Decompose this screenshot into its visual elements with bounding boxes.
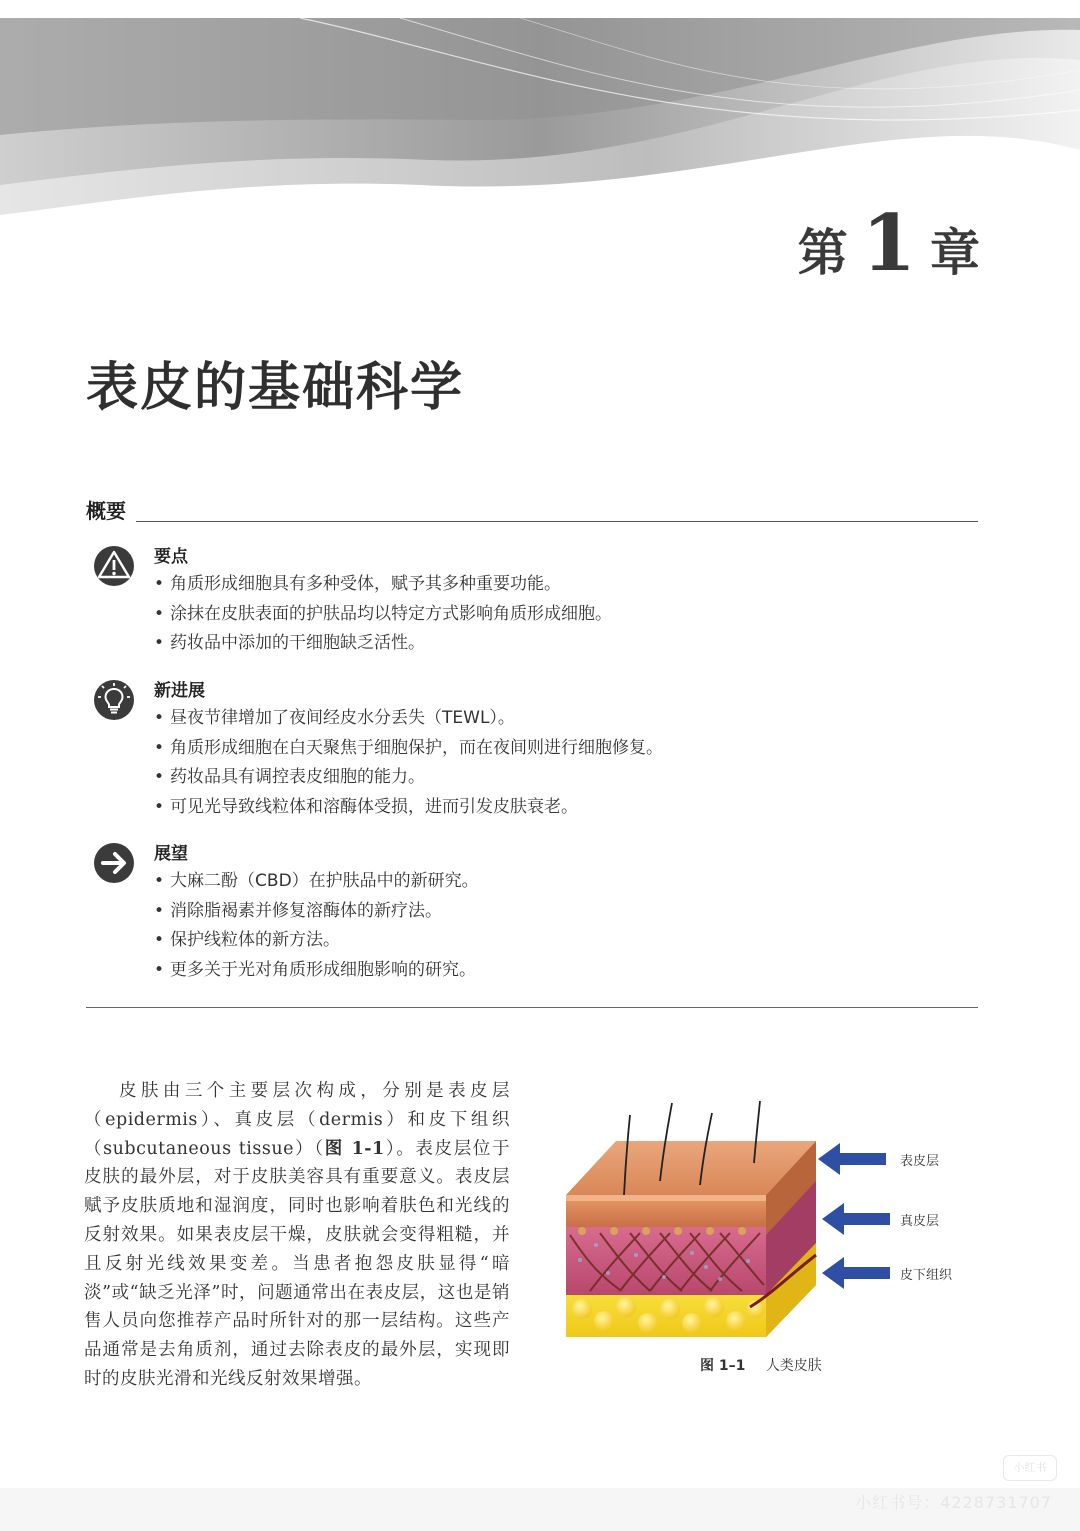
list-item: • 角质形成细胞具有多种受体，赋予其多种重要功能。 [154,570,612,600]
warning-icon [92,544,136,588]
section-title: 新进展 [154,681,205,701]
lightbulb-icon [92,678,136,722]
body-text-part: 皮肤由三个主要层次构成，分别是表皮层（epidermis）、真皮层（dermis）和皮下组织（subcutaneous tissue）（ [84,1081,510,1159]
watermark-logo: 小红书 [1003,1455,1057,1481]
summary-rule [136,521,978,522]
chapter-num: 1 [861,198,916,289]
summary-heading: 概要 [86,499,126,523]
list-item: • 大麻二酚（CBD）在护肤品中的新研究。 [154,867,479,897]
section-title: 要点 [154,547,188,567]
label-subcutaneous: 皮下组织 [900,1268,953,1283]
chapter-suffix: 章 [930,223,980,282]
list-item: • 药妆品中添加的干细胞缺乏活性。 [154,629,612,659]
chapter-prefix: 第 [797,223,848,282]
list-item: • 药妆品具有调控表皮细胞的能力。 [154,763,663,793]
figure-number: 图 1–1 [700,1358,746,1374]
arrow-left-icon [818,1143,886,1175]
list-item: • 昼夜节律增加了夜间经皮水分丢失（TEWL）。 [154,704,663,734]
layer-arrows [818,1143,890,1289]
header-wave-band [0,0,1080,240]
figure-caption-text: 人类皮肤 [765,1358,822,1374]
chapter-number [797,198,980,289]
body-paragraph [84,1077,510,1394]
label-dermis: 真皮层 [900,1214,940,1229]
section-title: 展望 [154,844,188,864]
arrow-right-icon [92,841,136,885]
list-item: • 更多关于光对角质形成细胞影响的研究。 [154,956,479,986]
body-text-part: ）。表皮层位于皮肤的最外层，对于皮肤美容具有重要意义。表皮层赋予皮肤质地和湿润度，同时也影响着肤色和光线的反射效果。如果表皮层干燥，皮肤就会变得粗糙，并且反射光线效果变差。当患者抱怨皮肤显得“暗淡”或“缺乏光泽”时，问题通常出在表皮层，这也是销售人员向您推荐产品时所针对的那一层结构。这些产品通常是去角质剂，通过去除表皮的最外层，实现即时的皮肤光滑和光线反射效果增强。 [84,1138,510,1389]
watermark-text: 小红书号：4228731707 [855,1493,1052,1512]
figure-caption [700,1355,822,1375]
list-item: • 保护线粒体的新方法。 [154,926,479,956]
arrow-left-icon [822,1203,890,1235]
list-item: • 角质形成细胞在白天聚焦于细胞保护，而在夜间则进行细胞修复。 [154,734,663,764]
page-title: 表皮的基础科学 [86,357,465,418]
arrow-left-icon [822,1257,890,1289]
label-epidermis: 表皮层 [900,1154,940,1169]
figure-reference: 图 1-1 [324,1138,385,1159]
summary-bottom-rule [86,1007,978,1008]
list-item: • 可见光导致线粒体和溶酶体受损，进而引发皮肤衰老。 [154,793,663,823]
list-item: • 消除脂褐素并修复溶酶体的新疗法。 [154,897,479,927]
list-item: • 涂抹在皮肤表面的护肤品均以特定方式影响角质形成细胞。 [154,600,612,630]
